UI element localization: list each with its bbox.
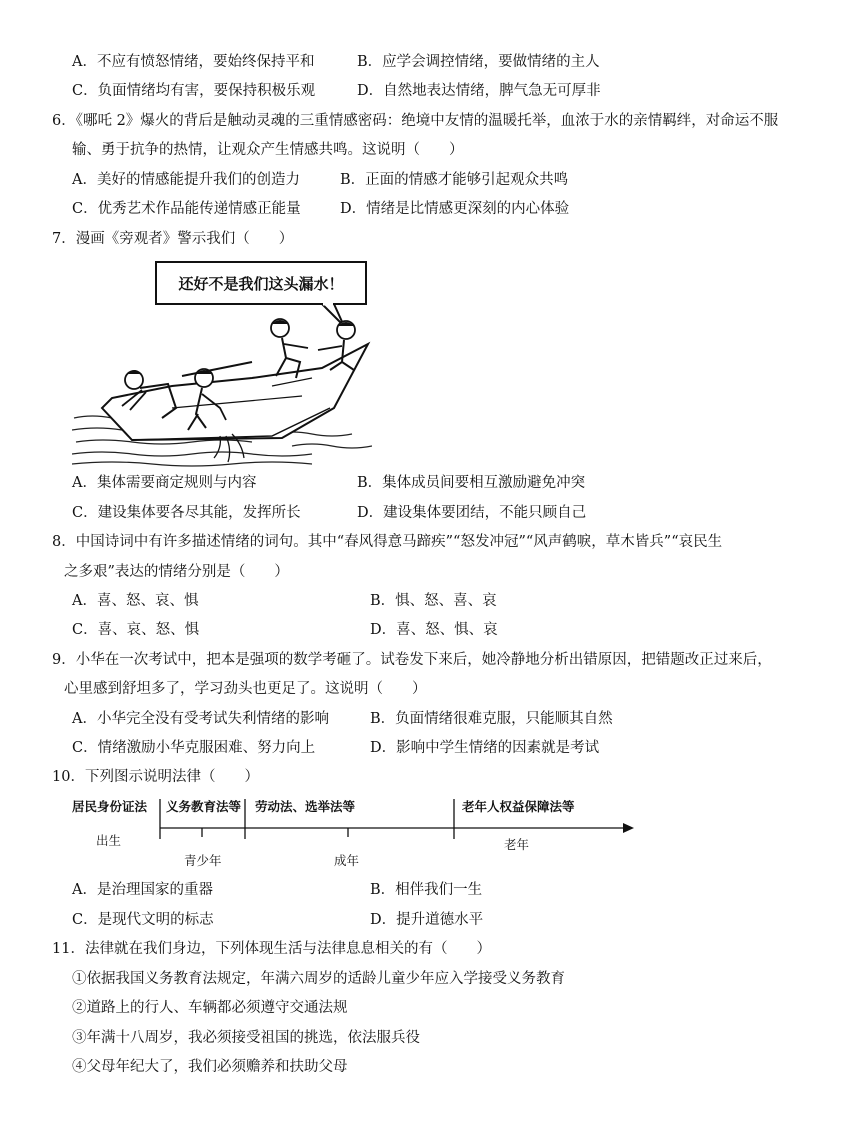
- timeline-law-id-card: 居民身份证法: [72, 799, 148, 814]
- q6-option-c[interactable]: C．优秀艺术作品能传递情感正能量: [72, 201, 301, 217]
- q8-option-d[interactable]: D．喜、怒、惧、哀: [370, 622, 498, 638]
- q6-stem-line-1: 6．《哪吒 2》爆火的背后是触动灵魂的三重情感密码：绝境中友情的温暖托举，血浓于水的亲情羁绊，对命运不服: [52, 113, 779, 129]
- q9-option-d[interactable]: D．影响中学生情绪的因素就是考试: [370, 740, 600, 756]
- law-lifetime-timeline: [72, 795, 642, 875]
- timeline-stage-elderly: 老年: [504, 837, 530, 852]
- q5-options-row-1: [72, 52, 812, 72]
- q6-options-row-2: [72, 199, 812, 219]
- q8-stem-line-1: 8．中国诗词中有许多描述情绪的词句。其中“春风得意马蹄疾”“怒发冲冠”“风声鹤唳，草木皆兵”“哀民生: [52, 534, 723, 550]
- q11-stem: 11．法律就在我们身边，下列体现生活与法律息息相关的有（ ）: [52, 941, 491, 957]
- q6-option-a[interactable]: A．美好的情感能提升我们的创造力: [72, 172, 300, 188]
- q7-option-d[interactable]: D．建设集体要团结，不能只顾自己: [357, 505, 587, 521]
- q10-options-row-2: [72, 910, 812, 930]
- q10-options-row-1: [72, 880, 812, 900]
- q5-option-b[interactable]: B．应学会调控情绪，要做情绪的主人: [357, 54, 600, 70]
- q5-option-d[interactable]: D．自然地表达情绪，脾气急无可厚非: [357, 83, 601, 99]
- q10-option-d[interactable]: D．提升道德水平: [370, 912, 484, 928]
- q10-stem: 10．下列图示说明法律（ ）: [52, 769, 259, 785]
- q6-options-row-1: [72, 170, 812, 190]
- q11-item-4: ④父母年纪大了，我们必须赡养和扶助父母: [72, 1059, 348, 1075]
- q7-options-row-2: [72, 503, 812, 523]
- q6-option-b[interactable]: B．正面的情感才能够引起观众共鸣: [340, 172, 569, 188]
- q8-options-row-2: [72, 620, 812, 640]
- timeline-stage-adult: 成年: [334, 853, 360, 868]
- q10-option-b[interactable]: B．相伴我们一生: [370, 882, 483, 898]
- q6-option-d[interactable]: D．情绪是比情感更深刻的内心体验: [340, 201, 570, 217]
- q11-item-1: ①依据我国义务教育法规定，年满六周岁的适龄儿童少年应入学接受义务教育: [72, 971, 565, 987]
- q7-stem: 7．漫画《旁观者》警示我们（ ）: [52, 231, 294, 247]
- timeline-law-elderly-rights: 老年人权益保障法等: [462, 799, 575, 814]
- q7-option-b[interactable]: B．集体成员间要相互激励避免冲突: [357, 475, 586, 491]
- timeline-law-labor-election: 劳动法、选举法等: [255, 799, 356, 814]
- q7-option-a[interactable]: A．集体需要商定规则与内容: [72, 475, 257, 491]
- timeline-stage-birth: 出生: [96, 833, 122, 848]
- q9-option-b[interactable]: B．负面情绪很难克服，只能顺其自然: [370, 711, 613, 727]
- q10-option-a[interactable]: A．是治理国家的重器: [72, 882, 213, 898]
- timeline-law-compulsory-education: 义务教育法等: [166, 799, 242, 814]
- cartoon-speech-text: 还好不是我们这头漏水！: [178, 275, 344, 293]
- q8-option-b[interactable]: B．惧、怒、喜、哀: [370, 593, 497, 609]
- bystander-cartoon: [72, 258, 372, 468]
- q9-option-a[interactable]: A．小华完全没有受考试失利情绪的影响: [72, 711, 329, 727]
- timeline-arrow-icon: [623, 823, 634, 833]
- q9-stem-line-2: 心里感到舒坦多了，学习劲头也更足了。这说明（ ）: [64, 681, 427, 697]
- q8-options-row-1: [72, 591, 812, 611]
- q9-options-row-2: [72, 738, 812, 758]
- q9-options-row-1: [72, 709, 812, 729]
- q9-option-c[interactable]: C．情绪激励小华克服困难、努力向上: [72, 740, 316, 756]
- q8-option-c[interactable]: C．喜、哀、怒、惧: [72, 622, 200, 638]
- q10-option-c[interactable]: C．是现代文明的标志: [72, 912, 214, 928]
- q5-options-row-2: [72, 81, 812, 101]
- q11-item-3: ③年满十八周岁，我必须接受祖国的挑选，依法服兵役: [72, 1030, 420, 1046]
- q8-option-a[interactable]: A．喜、怒、哀、惧: [72, 593, 199, 609]
- q9-stem-line-1: 9．小华在一次考试中，把本是强项的数学考砸了。试卷发下来后，她冷静地分析出错原因，把错题改正过来后，: [52, 652, 772, 668]
- q5-option-c[interactable]: C．负面情绪均有害，要保持积极乐观: [72, 83, 316, 99]
- q5-option-a[interactable]: A．不应有愤怒情绪，要始终保持平和: [72, 54, 315, 70]
- q11-item-2: ②道路上的行人、车辆都必须遵守交通法规: [72, 1000, 348, 1016]
- timeline-stage-youth: 青少年: [184, 853, 222, 868]
- q7-options-row-1: [72, 473, 812, 493]
- q6-stem-line-2: 输、勇于抗争的热情，让观众产生情感共鸣。这说明（ ）: [72, 142, 464, 158]
- q8-stem-line-2: 之多艰”表达的情绪分别是（ ）: [64, 564, 289, 580]
- q7-option-c[interactable]: C．建设集体要各尽其能，发挥所长: [72, 505, 301, 521]
